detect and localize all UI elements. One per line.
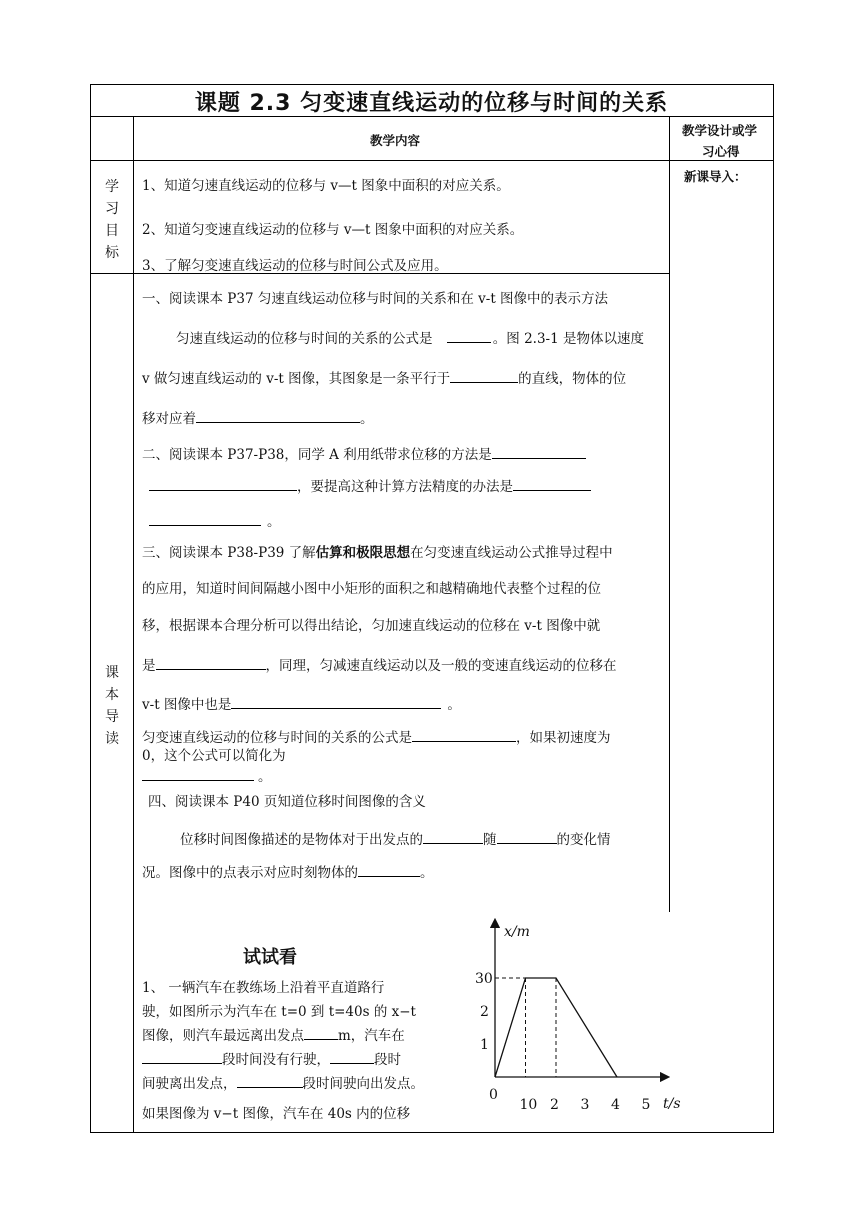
blank-displacement-corresponds[interactable] (196, 408, 360, 423)
section1-line2: v 做匀速直线运动的 v-t 图像，其图象是一条平行于 的直线，物体的位 (142, 368, 626, 388)
x-tick-label: 3 (580, 1097, 590, 1113)
section4-line1: 位移时间图像描述的是物体对于出发点的 随 的变化情 (180, 829, 611, 849)
objective-1: 1、知道匀速直线运动的位移与 v—t 图象中面积的对应关系。 (142, 178, 510, 194)
section1-line3: 移对应着 。 (142, 408, 374, 428)
blank-general-area[interactable] (231, 694, 441, 709)
x-tick-label: 0 (489, 1087, 498, 1103)
trial-q1-line3: 图像，则汽车最远离出发点 m，汽车在 (142, 1025, 405, 1045)
page-title: 课题 2.3 匀变速直线运动的位移与时间的关系 (194, 91, 669, 116)
x-tick-label: 2 (550, 1097, 559, 1113)
y-tick-label: 30 (475, 971, 493, 987)
blank-xt-quantity[interactable] (423, 829, 483, 844)
reading-label: 课 本 导 读 (105, 665, 119, 747)
blank-displacement-formula[interactable] (412, 727, 516, 742)
x-tick-label: 4 (611, 1097, 620, 1113)
blank-point-meaning[interactable] (358, 862, 420, 877)
row-line-header (90, 160, 774, 161)
y-tick-label: 2 (480, 1004, 489, 1020)
trial-q1-line6: 如果图像为 v−t 图像，汽车在 40s 内的位移 (142, 1106, 411, 1122)
section3-line3: 移，根据课本合理分析可以得出结论，匀加速直线运动的位移在 v-t 图像中就 (142, 618, 601, 634)
blank-stationary-interval[interactable] (142, 1049, 222, 1064)
blank-precision-method[interactable] (513, 476, 591, 491)
intro-label: 新课导入： (684, 169, 747, 184)
section3-line2: 的应用，知道时间间隔越小图中小矩形的面积之和越精确地代表整个过程的位 (142, 581, 601, 597)
section4-line2: 况。图像中的点表示对应时刻物体的 。 (142, 862, 434, 882)
notes-header-line2: 习心得 (702, 144, 740, 159)
blank-away-interval[interactable] (330, 1049, 374, 1064)
trial-heading: 试试看 (243, 947, 297, 968)
row-line-title (90, 116, 774, 117)
trial-q1-line4: 段时间没有行驶， 段时 (142, 1049, 401, 1069)
xt-chart (460, 915, 700, 1125)
blank-tape-method-cont[interactable] (149, 476, 297, 491)
blank-xt-variable[interactable] (497, 829, 557, 844)
section4-heading: 四、阅读课本 P40 页知道位移时间图像的含义 (148, 794, 426, 810)
section3-line1: 三、阅读课本 P38-P39 了解估算和极限思想在匀变速直线运动公式推导过程中 (142, 545, 613, 561)
section3-line8: 。 (142, 766, 272, 786)
trial-q1-line1: 1、 一辆汽车在教练场上沿着平直道路行 (142, 980, 385, 996)
table-border-right (773, 84, 774, 1133)
table-border-bottom (90, 1132, 774, 1133)
y-axis-label: x/m (504, 924, 530, 940)
section3-line4: 是 ，同理，匀减速直线运动以及一般的变速直线运动的位移在 (142, 655, 617, 675)
blank-accel-area[interactable] (156, 655, 266, 670)
content-header: 教学内容 (370, 133, 421, 148)
blank-return-interval[interactable] (237, 1073, 303, 1088)
blank-tape-method[interactable] (492, 444, 586, 459)
col-line-notes (669, 116, 670, 912)
section3-line7: 0，这个公式可以简化为 (142, 748, 286, 764)
table-border-top (90, 84, 774, 85)
blank-precision-method-cont[interactable] (149, 511, 261, 526)
blank-uniform-formula[interactable] (447, 328, 491, 343)
x-axis-label: t/s (663, 1096, 681, 1112)
objectives-label: 学 习 目 标 (105, 179, 119, 261)
col-line-label (133, 116, 134, 1133)
notes-header-line1: 教学设计或学 (682, 123, 758, 138)
section1-line1: 匀速直线运动的位移与时间的关系的公式是 。图 2.3-1 是物体以速度 (176, 328, 644, 348)
section3-line6: 匀变速直线运动的位移与时间的关系的公式是 ，如果初速度为 (142, 727, 611, 747)
y-tick-label: 1 (480, 1037, 489, 1053)
x-tick-label: 10 (519, 1097, 538, 1113)
objective-3: 3、了解匀变速直线运动的位移与时间公式及应用。 (142, 258, 448, 274)
table-border-left (90, 84, 91, 1133)
blank-parallel-to[interactable] (450, 368, 518, 383)
section2-line1: 二、阅读课本 P37-P38，同学 A 利用纸带求位移的方法是 (142, 444, 586, 464)
section3-line5: v-t 图像中也是 。 (142, 694, 461, 714)
trial-q1-line5: 间驶离出发点， 段时间驶向出发点。 (142, 1073, 424, 1093)
blank-farthest-distance[interactable] (304, 1025, 338, 1040)
objective-2: 2、知道匀变速直线运动的位移与 v—t 图象中面积的对应关系。 (142, 222, 524, 238)
section2-line3: 。 (149, 511, 281, 531)
trial-q1-line2: 驶，如图所示为汽车在 t=0 到 t=40s 的 x−t (142, 1004, 416, 1020)
blank-simplified-formula[interactable] (142, 766, 254, 781)
x-tick-label: 5 (641, 1097, 651, 1113)
section2-line2: ，要提高这种计算方法精度的办法是 (149, 476, 591, 496)
section1-heading: 一、阅读课本 P37 匀速直线运动位移与时间的关系和在 v-t 图像中的表示方法 (142, 291, 609, 307)
